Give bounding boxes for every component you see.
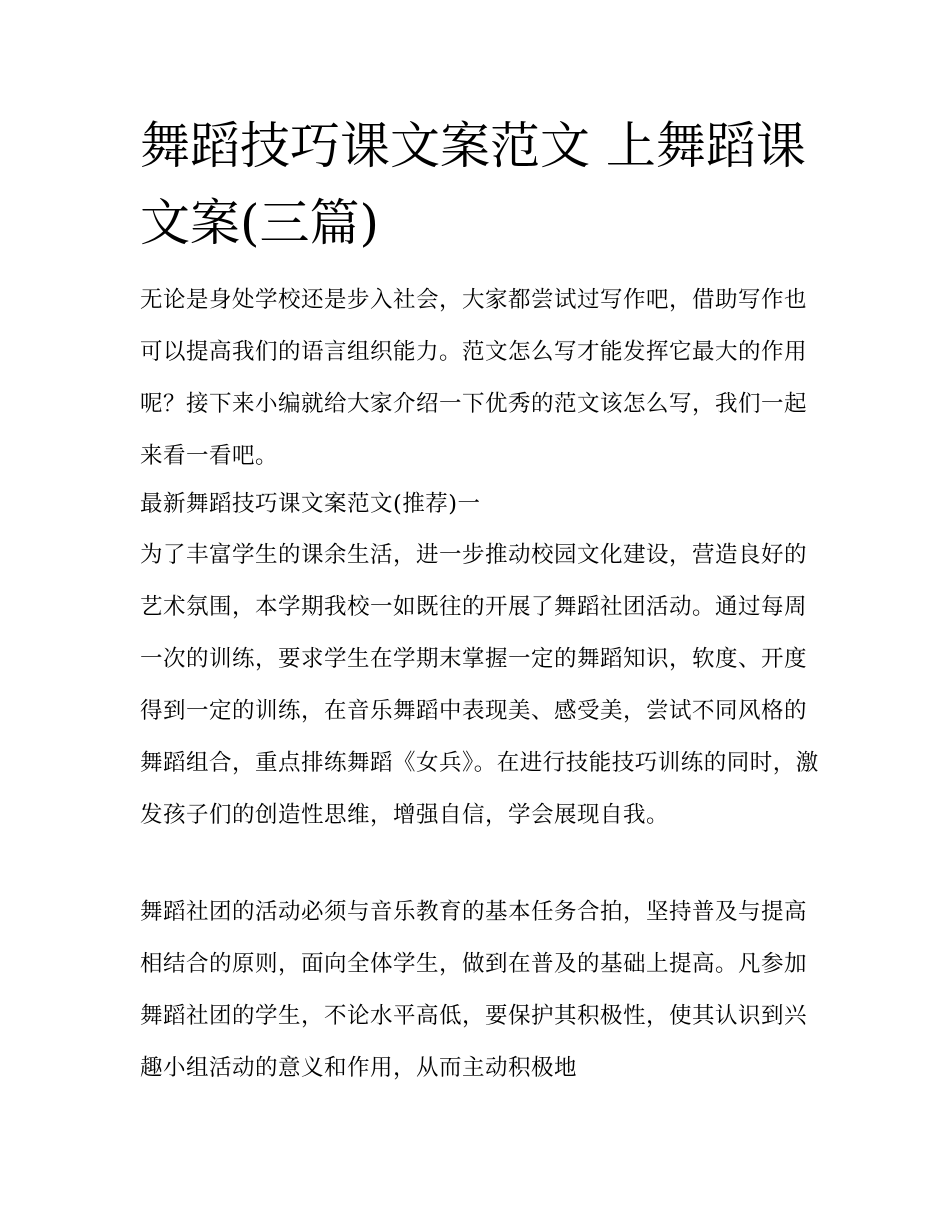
document-title: 舞蹈技巧课文案范文 上舞蹈课文案(三篇) xyxy=(140,117,806,252)
body-paragraph-1: 为了丰富学生的课余生活，进一步推动校园文化建设，营造良好的艺术氛围，本学期我校一如既往的开展了舞蹈社团活动。通过每周一次的训练，要求学生在学期末掌握一定的舞蹈知识，软度、开度得到一定的训练，在音乐舞蹈中表现美、感受美，尝试不同风格的舞蹈组合，重点排练舞蹈《女兵》。在进行技能技巧训练的同时，激发孩子们的创造性思维，增强自信，学会展现自我。 xyxy=(140,542,819,828)
body-paragraph-2: 舞蹈社团的活动必须与音乐教育的基本任务合拍，坚持普及与提高相结合的原则，面向全体学生，做到在普及的基础上提高。凡参加舞蹈社团的学生，不论水平高低，要保护其积极性，使其认识到兴趣小组活动的意义和作用，从而主动积极地 xyxy=(140,899,808,1081)
section-heading: 最新舞蹈技巧课文案范文(推荐)一 xyxy=(140,491,481,517)
intro-paragraph: 无论是身处学校还是步入社会，大家都尝试过写作吧，借助写作也可以提高我们的语言组织能力。范文怎么写才能发挥它最大的作用呢？接下来小编就给大家介绍一下优秀的范文该怎么写，我们一起来看一看吧。 xyxy=(140,287,808,469)
